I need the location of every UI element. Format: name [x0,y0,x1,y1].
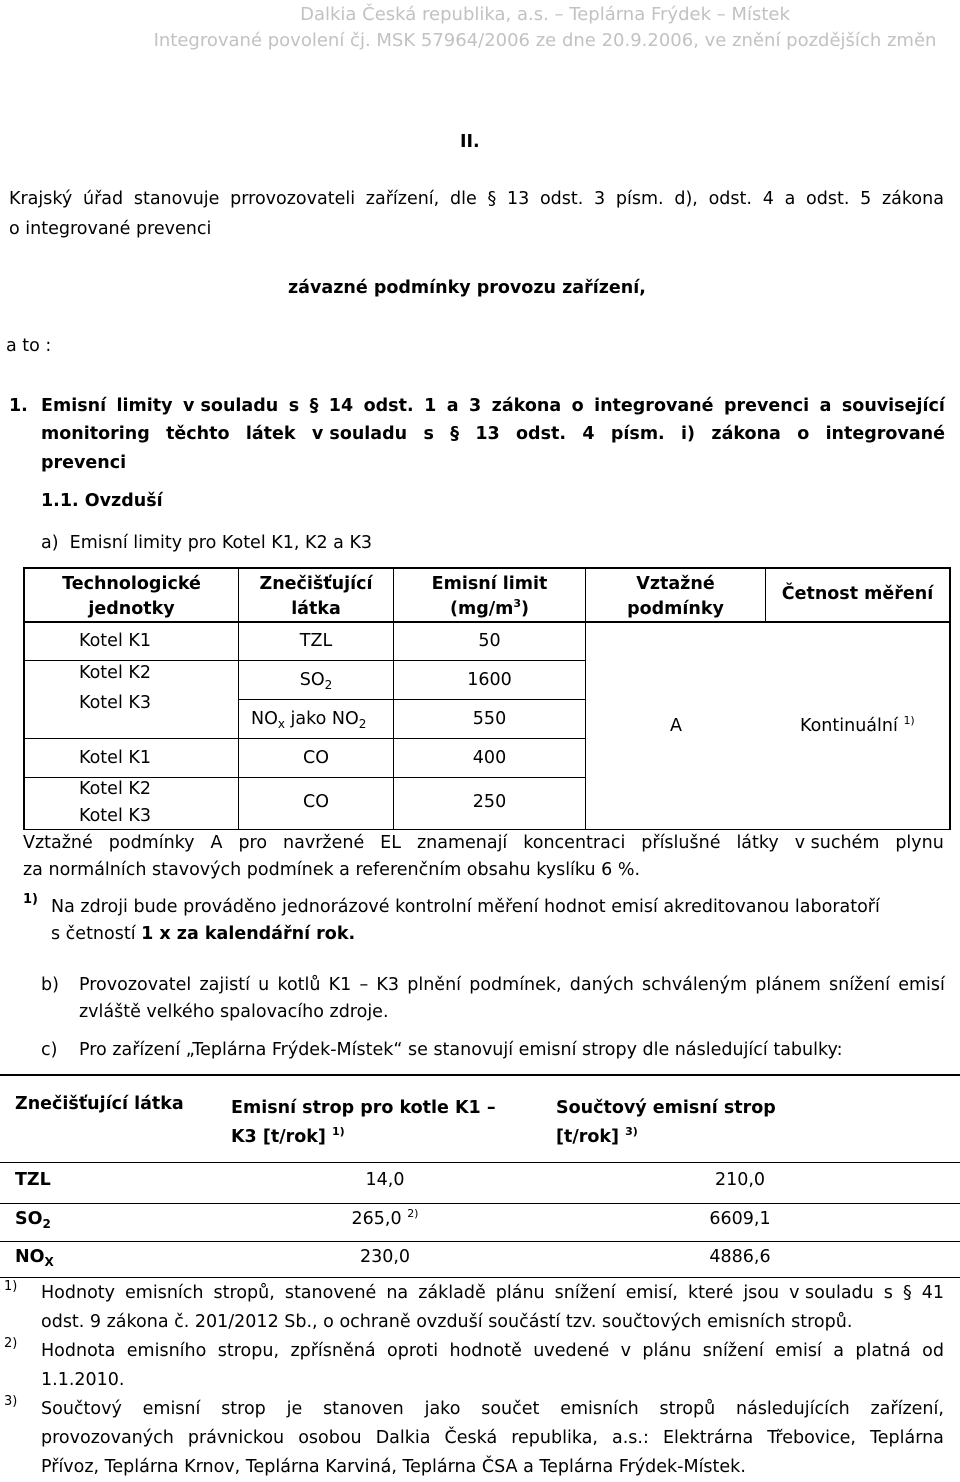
word: hodnotě [449,1341,522,1361]
header-line-1: Dalkia Česká republika, a.s. – Teplárna Frýdek – Místek [300,4,790,25]
a-to-text: a to : [6,336,52,356]
word: osobou [298,1428,362,1448]
word: snížení [554,1283,616,1303]
th-pollutant-2: Znečišťující látka [15,1094,184,1114]
word: 41 [921,1283,944,1303]
word: uvedené [533,1341,610,1361]
word: a [784,189,796,209]
word: odst. [708,189,752,209]
word: A [210,833,223,853]
cell-pollutant-nox: $NO_x$ jako $NO_2$ [251,709,367,731]
word: součet [481,1399,540,1419]
word: – [359,975,369,995]
word: navržené [283,833,365,853]
cap-row-nox-total: 4886,6 [709,1247,771,1267]
cell-pollutant-tzl: TZL [299,631,333,651]
word: § [450,424,459,444]
word: s [883,1283,893,1303]
word: Součtový [41,1399,122,1419]
word: Provozovatel [79,975,192,995]
cell-limit-co-2: 250 [472,792,507,812]
th-reference-conditions: Vztažné podmínky [627,574,724,619]
word: 1 [424,396,437,416]
word: které [687,1283,734,1303]
word: 3 [594,189,606,209]
word: od [922,1341,944,1361]
cell-pollutant-co: CO [303,748,329,768]
word: platná [855,1341,911,1361]
cap-row-tzl-value: 14,0 [365,1170,405,1190]
word: K1 [328,975,352,995]
item-c-text: Pro zařízení „Teplárna Frýdek-Místek“ se stanovují emisní stropy dle následující tabulky: [79,1040,843,1060]
cell-limit-so2: 1600 [467,670,512,690]
word: Vztažné [23,833,93,853]
footnote-cap-2-marker: 2) [4,1336,18,1351]
footnote-cap-1-line-2: odst. 9 zákona č. 201/2012 Sb., o ochraně ovzduší součástí tzv. součtových emisních stropů. [41,1312,853,1332]
conditions-note-line-2: za normálních stavových podmínek a referenčním obsahu kyslíku 6 %. [23,860,641,880]
word: emisí [775,1341,822,1361]
intro-line-1 [9,189,944,209]
word: odst. [363,396,414,416]
word: Hodnoty [41,1283,115,1303]
word: zákona [491,396,562,416]
item-1-number: 1. [9,396,28,416]
cell-pollutant-co-2: CO [303,792,329,812]
word: provozovaných [41,1428,174,1448]
word: Česká [444,1428,498,1448]
word: související [841,396,945,416]
word: strop [221,1399,266,1419]
word: plánem [755,975,821,995]
word: těchto [166,424,230,444]
word: v [620,1341,631,1361]
item-c-label: c) [41,1040,58,1060]
word: a [446,396,459,416]
word: zákona [882,189,944,209]
word: stropu, [217,1341,280,1361]
word: právnickou [187,1428,285,1448]
word: jako [424,1399,461,1419]
th-technological-units: Technologické jednotky [62,574,201,619]
cell-unit-k3-co: Kotel K3 [79,806,151,826]
word: 13 [506,189,530,209]
word: následujících [736,1399,850,1419]
word: Hodnota [41,1341,116,1361]
word: Krajský [9,189,73,209]
word: d), [674,189,698,209]
word: odst. [516,424,566,444]
word: Třebovice, [767,1428,856,1448]
header-line-2: Integrované povolení čj. MSK 57964/2006 ze dne 20.9.2006, ve znění pozdějších změn [153,30,937,51]
footnote-cap-2-line-2: 1.1.2010. [41,1370,125,1390]
word: stropů, [213,1283,275,1303]
word: písm. [615,189,664,209]
footnote-cap-1-line-1 [41,1283,944,1303]
word: u [258,975,270,995]
cell-reference-condition-a: A [670,716,682,736]
word: příslušné [641,833,721,853]
th-measurement-frequency: Četnost měření [781,584,934,604]
word: prrovozovateli [230,189,356,209]
word: v souladu [311,424,408,444]
word: podmínky [108,833,195,853]
footnote-cap-2-line-1 [41,1341,944,1361]
word: republika, [511,1428,598,1448]
cap-row-so2-total: 6609,1 [709,1209,771,1229]
word: K3 [376,975,400,995]
word: zákona [711,424,781,444]
word: zařízení, [870,1399,944,1419]
word: stanovuje [133,189,220,209]
word: 3 [469,396,482,416]
item-1-line-2 [41,424,945,444]
word: látky [736,833,779,853]
word: i) [681,424,696,444]
word: limity [116,396,173,416]
word: integrované [825,424,945,444]
subsection-1-1: 1.1. Ovzduší [41,491,163,511]
word: Dalkia [375,1428,431,1448]
footnote-cap-3-line-3: Přívoz, Teplárna Krnov, Teplárna Karviná, Teplárna ČSA a Teplárna Frýdek-Místek. [41,1457,746,1477]
th-total-cap: Součtový emisní strop [t/rok] $^{3)}$ [556,1098,776,1147]
word: monitoring [41,424,150,444]
word: emisí [898,975,945,995]
word: § [902,1283,912,1303]
item-b-line-2: zvláště velkého spalovacího zdroje. [79,1002,389,1022]
cell-unit-k3: Kotel K3 [79,693,151,713]
footnote-cap-3-marker: 3) [4,1394,18,1409]
item-1-line-1 [41,396,945,416]
word: Emisní [41,396,107,416]
word: odst. [539,189,584,209]
word: daných [569,975,634,995]
footnote-cap-3-line-1 [41,1399,944,1419]
word: pro [238,833,268,853]
cell-unit-k1-co: Kotel K1 [79,748,151,768]
item-b-label: b) [41,975,59,995]
word: zařízení, [365,189,440,209]
word: s [423,424,434,444]
item-1-line-3: prevenci [41,453,127,473]
word: stropů [659,1399,716,1419]
word: o [571,396,584,416]
word: oproti [387,1341,439,1361]
word: odst. [806,189,850,209]
word: snížení [702,1341,764,1361]
word: písm. [610,424,665,444]
footnote-cap-1-marker: 1) [4,1279,18,1294]
cell-frequency-continuous: Kontinuální $^{1)}$ [800,714,915,736]
word: stanovené [284,1283,377,1303]
word: Elektrárna [662,1428,754,1448]
word: a [819,396,832,416]
word: dle [449,189,477,209]
word: zajistí [199,975,250,995]
word: plynu [895,833,944,853]
footnote-cap-3-line-2 [41,1428,944,1448]
word: koncentraci [523,833,626,853]
word: znamenají [416,833,508,853]
footnote-1-line-2: s četností 1 x za kalendářní rok. [51,924,356,944]
binding-heading: závazné podmínky provozu zařízení, [288,278,646,298]
word: snížení [829,975,890,995]
word: schváleným [641,975,748,995]
cap-row-nox-value: 230,0 [359,1247,411,1267]
word: emisních [560,1399,639,1419]
word: a [833,1341,844,1361]
word: § [487,189,497,209]
cell-limit-nox: 550 [472,709,507,729]
word: emisního [126,1341,207,1361]
word: stanoven [323,1399,404,1419]
word: plnění [407,975,462,995]
th-emission-limit: Emisní limit $(mg/m^3)$ [431,574,548,619]
word: 5 [860,189,872,209]
word: podmínek, [469,975,562,995]
word: a.s.: [612,1428,649,1448]
word: prevenci [723,396,810,416]
word: plánu [642,1341,692,1361]
word: s [288,396,300,416]
word: emisních [125,1283,204,1303]
cell-unit-k1: Kotel K1 [79,631,151,651]
word: zpřísněná [290,1341,376,1361]
conditions-note-line-1 [23,833,944,853]
word: úřad [82,189,124,209]
subsection-a-title: a) Emisní limity pro Kotel K1, K2 a K3 [41,533,373,553]
word: Teplárna [870,1428,944,1448]
word: je [286,1399,303,1419]
word: § [309,396,319,416]
cap-row-tzl-name: TZL [15,1170,51,1190]
footnote-1-line-1: Na zdroji bude prováděno jednorázové kontrolní měření hodnot emisí akreditovanou laboratoří [51,897,880,917]
word: základě [418,1283,486,1303]
intro-line-2: o integrované prevenci [9,219,212,239]
section-number: II. [460,132,480,152]
cap-row-tzl-total: 210,0 [714,1170,766,1190]
word: kotlů [277,975,321,995]
word: 4 [582,424,595,444]
cap-row-so2-value: 265,0 $^{2)}$ [351,1207,419,1229]
th-cap-boilers: Emisní strop pro kotle K1 – K3 [t/rok] $^{1)}$ [231,1098,496,1147]
word: EL [380,833,401,853]
word: v souladu [183,396,279,416]
cell-limit-co: 400 [472,748,507,768]
word: emisí, [625,1283,678,1303]
word: 14 [328,396,354,416]
word: v suchém [794,833,880,853]
word: látek [245,424,296,444]
word: emisní [142,1399,201,1419]
word: na [386,1283,409,1303]
word: v souladu [789,1283,874,1303]
cap-row-so2-name: $SO_2$ [15,1209,51,1231]
word: plánu [495,1283,545,1303]
word: 13 [475,424,500,444]
cell-unit-k2-co: Kotel K2 [79,779,151,799]
cell-pollutant-so2: $SO_2$ [299,670,333,692]
footnote-1-marker: 1) [23,892,38,907]
word: integrované [594,396,714,416]
cell-unit-k2: Kotel K2 [79,663,151,683]
word: 4 [762,189,774,209]
word: jsou [743,1283,780,1303]
cap-row-nox-name: $NO_X$ [15,1247,54,1269]
cell-limit-tzl: 50 [478,631,501,651]
word: o [797,424,810,444]
th-pollutant: Znečišťující látka [259,574,373,619]
item-b-line-1 [79,975,945,995]
